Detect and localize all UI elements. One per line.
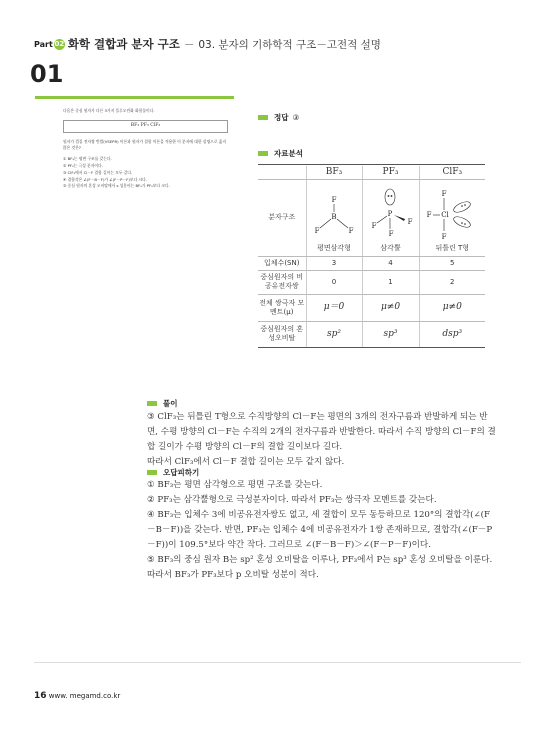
pf3-structure-cell [362, 179, 419, 256]
table-row [258, 179, 485, 256]
paragraph: ② PF₃는 삼각뿔형으로 극성분자이다. 따라서 PF₃는 쌍극자 모멘트를 갖는다. [147, 495, 437, 505]
answer-value: ③ [292, 113, 300, 122]
divider [35, 96, 234, 99]
problem-instruction: 원자가 껍질 전자쌍 반발(VSEPR) 이론과 원자가 결합 이론을 적용한 이 분자에 대한 설명으로 옳지 않은 것은? [63, 138, 227, 151]
table-top-rule [258, 164, 485, 165]
cell: dsp³ [419, 321, 485, 347]
row-label: 전체 쌍극자 모멘트(μ) [258, 294, 306, 321]
table-corner [258, 166, 306, 179]
shape-label: 삼각뿔 [380, 243, 401, 252]
cell: 0 [306, 270, 362, 294]
atom-label: F [441, 189, 447, 198]
explanation-heading [147, 398, 178, 409]
problem-number: 01 [30, 60, 64, 88]
atom-label: F [348, 226, 354, 235]
wrong-heading [147, 467, 199, 478]
chapter-header [34, 36, 381, 52]
part-number-badge: 02 [54, 39, 65, 48]
atom-label: F [314, 226, 320, 235]
problem-box [63, 108, 228, 190]
cell: μ＝0 [306, 294, 362, 321]
row-label: 분자구조 [258, 179, 306, 256]
site-url: www. megamd.co.kr [48, 692, 121, 700]
cell: 3 [306, 256, 362, 270]
paragraph: ④ BF₃는 입체수 3에 비공유전자쌍도 없고, 세 결합이 모두 동등하므로 120°의 결합각(∠(F－B－F))을 갖는다. 반면, PF₃는 입체수 4에 비공유전자가 1쌍 존재하므로, 결합각(∠(F－P－F))이 109.5°보다 약간 작다. 그러므로 ∠(F－B－F)＞∠(F－P－F)이다. [147, 510, 493, 550]
table-row [258, 294, 485, 321]
row-label: 중심원자의 혼성오비탈 [258, 321, 306, 347]
cell: μ≠0 [419, 294, 485, 321]
clf3-structure-diagram [422, 186, 482, 244]
table-row [258, 256, 485, 270]
wrong-text [147, 478, 497, 583]
table-header-row [258, 166, 485, 179]
atom-label: F [388, 229, 393, 238]
footer [34, 691, 120, 701]
row-label: 입체수(SN) [258, 256, 306, 270]
section-marker [258, 151, 268, 156]
cell: 4 [362, 256, 419, 270]
part-label: Part [34, 39, 53, 49]
atom-label: F [441, 232, 447, 241]
section-marker [258, 115, 268, 120]
table-row [258, 321, 485, 347]
choice: ① BF₃는 평면 구조를 갖는다. [63, 156, 112, 162]
cell: 5 [419, 256, 485, 270]
atom-label: F [426, 210, 432, 219]
column-pf3: PF₃ [362, 166, 419, 179]
paragraph: 따라서 ClF₃에서 Cl－F 결합 길이는 모두 같지 않다. [147, 457, 345, 467]
atom-label: Cl [441, 210, 450, 219]
atom-label: F [331, 195, 337, 204]
explanation-label: 풀이 [163, 399, 178, 408]
cell: μ≠0 [362, 294, 419, 321]
problem-question: 다음은 중심 원자가 다른 3가지 플루오린화 화합물이다. [63, 108, 155, 113]
compound-box: BF₃ PF₃ ClF₃ [63, 120, 228, 133]
choice: ④ 결합각은 ∠(F－B－F)가 ∠(F－P－F)보다 크다. [63, 176, 147, 182]
cell: sp² [306, 321, 362, 347]
shape-label: 뒤틀린 T형 [435, 243, 470, 252]
atom-label: P [387, 209, 392, 218]
cell: 2 [419, 270, 485, 294]
column-clf3: ClF₃ [419, 166, 485, 179]
section-marker [147, 470, 157, 475]
bf3-structure-diagram [309, 186, 359, 244]
section-marker [147, 401, 157, 406]
explanation-text [147, 410, 497, 470]
choice: ⑤ 중심 원자의 혼성 오비탈에서 s 성분비는 BF₃가 PF₃보다 크다. [63, 183, 170, 189]
column-bf3: BF₃ [306, 166, 362, 179]
pf3-structure-diagram [364, 186, 418, 244]
footer-divider [34, 662, 521, 663]
chapter-title: 화학 결합과 분자 구조 [67, 37, 180, 51]
paragraph: ③ ClF₃는 뒤틀린 T형으로 수직방향의 Cl－F는 평면의 3개의 전자구름과 반발하게 되는 반면, 수평 방향의 Cl－F는 수직의 2개의 전자구름과 반발한다. 따라서 수직 방향의 Cl－F의 결합 길이가 수평 방향의 Cl－F의 결합 길이보다 길다. [147, 412, 496, 452]
choice: ② PF₃는 극성 분자이다. [63, 162, 103, 168]
paragraph: ① BF₃는 평면 삼각형으로 평면 구조를 갖는다. [147, 480, 323, 490]
cell: 1 [362, 270, 419, 294]
analysis-table [258, 166, 485, 348]
cell: sp³ [362, 321, 419, 347]
clf3-structure-cell [419, 179, 485, 256]
answer-label: 정답 [274, 113, 289, 122]
header-separator: － [183, 38, 195, 51]
atom-label: F [407, 217, 412, 226]
shape-label: 평면삼각형 [317, 243, 351, 252]
section-title: 03. 분자의 기하학적 구조－고전적 설명 [198, 38, 381, 51]
paragraph: ⑤ BF₃의 중심 원자 B는 sp² 혼성 오비탈을 이루나, PF₃에서 P는 sp³ 혼성 오비탈을 이룬다. 따라서 BF₃가 PF₃보다 p 오비탈 성분이 적다. [147, 555, 493, 580]
row-label: 중심원자의 비공유전자쌍 [258, 270, 306, 294]
wrong-label: 오답피하기 [163, 468, 200, 477]
atom-label: B [331, 212, 337, 221]
answer-heading [258, 112, 299, 123]
bf3-structure-cell [306, 179, 362, 256]
analysis-heading [258, 148, 303, 159]
page-number: 16 [34, 691, 47, 701]
analysis-label: 자료분석 [274, 149, 303, 158]
table-row [258, 270, 485, 294]
choice: ③ ClF₃에서 Cl－F 결합 길이는 모두 같다. [63, 169, 133, 175]
atom-label: F [371, 221, 376, 230]
